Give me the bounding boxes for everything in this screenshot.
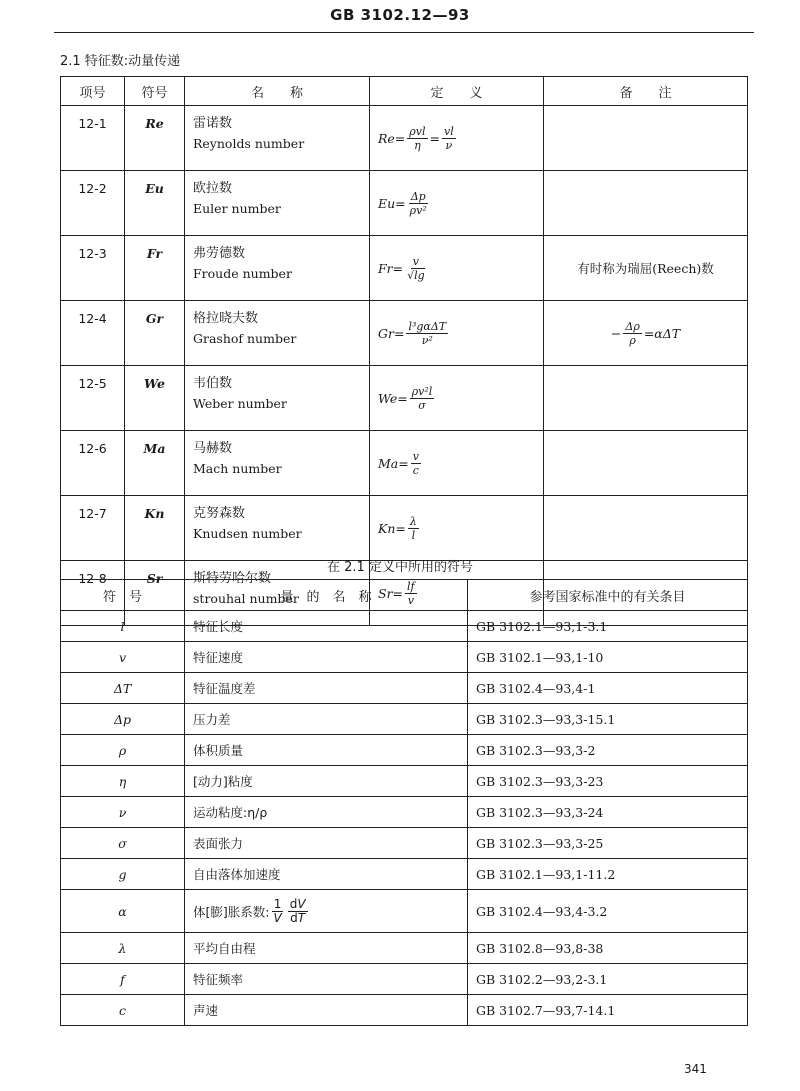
table-row (61, 171, 748, 236)
symbols-table-caption: 在 2.1 定义中所用的符号 (327, 560, 473, 575)
quantity-name-cell: 自由落体加速度 (185, 859, 468, 890)
table-row (61, 828, 748, 859)
table-row (61, 642, 748, 673)
reference-cell: GB 3102.3—93,3-23 (468, 766, 748, 797)
dimensionless-numbers-table (60, 76, 748, 626)
symbol-cell: g (61, 859, 185, 890)
item-number: 12-2 (61, 171, 125, 236)
table-row (61, 797, 748, 828)
item-number: 12-7 (61, 496, 125, 561)
quantity-symbol: We (125, 366, 185, 431)
symbol-cell: σ (61, 828, 185, 859)
table-row (61, 301, 748, 366)
item-number: 12-4 (61, 301, 125, 366)
quantity-name-cell: 体积质量 (185, 735, 468, 766)
header-remarks: 备 注 (544, 77, 748, 106)
remarks: 有时称为瑞屈(Reech)数 (544, 236, 748, 301)
symbol-cell: f (61, 964, 185, 995)
quantity-name-cell: 表面张力 (185, 828, 468, 859)
definition-formula: We= $\frac{\text{ρv²l}}{\sigma}$ (370, 366, 544, 431)
symbols-table (60, 579, 748, 1026)
quantity-name-cell: 特征速度 (185, 642, 468, 673)
quantity-name-cell: 运动粘度:η/ρ (185, 797, 468, 828)
item-number: 12-5 (61, 366, 125, 431)
name-chinese: 韦伯数 (193, 376, 233, 391)
table-row (61, 995, 748, 1026)
symbol-cell: α (61, 890, 185, 933)
section-title: 2.1 特征数:动量传递 (60, 54, 181, 69)
remarks: − $\frac{\Delta\rho}{\rho}$ =αΔT (544, 301, 748, 366)
quantity-name-cell: 压力差 (185, 704, 468, 735)
quantity-name (185, 106, 370, 171)
expansion-coefficient-formula: $\frac{1}{V}$ $\frac{dV}{dT}$ (273, 896, 306, 925)
quantity-symbol: Ma (125, 431, 185, 496)
quantity-symbol: Sr (125, 561, 185, 626)
reference-cell: GB 3102.4—93,4-1 (468, 673, 748, 704)
header-rule (54, 32, 754, 33)
header-quantity-name: 量 的 名 称 (185, 580, 468, 611)
name-chinese: 克努森数 (193, 506, 246, 521)
name-chinese: 雷诺数 (193, 116, 233, 131)
item-number: 12-1 (61, 106, 125, 171)
reference-cell: GB 3102.7—93,7-14.1 (468, 995, 748, 1026)
table-row (61, 496, 748, 561)
reference-cell: GB 3102.3—93,3-25 (468, 828, 748, 859)
name-english: strouhal number (193, 591, 299, 606)
quantity-name (185, 496, 370, 561)
quantity-symbol: Fr (125, 236, 185, 301)
table-row (61, 673, 748, 704)
symbol-cell: ν (61, 797, 185, 828)
symbol-cell: ρ (61, 735, 185, 766)
name-chinese: 欧拉数 (193, 181, 233, 196)
name-english: Mach number (193, 461, 282, 476)
definition-formula: Eu= $\frac{\Delta p}{\text{ρv²}}$ (370, 171, 544, 236)
quantity-name-cell: 平均自由程 (185, 933, 468, 964)
quantity-name-cell: 体[膨]胀系数: $\frac{1}{V}$ $\frac{dV}{dT}$ (185, 890, 468, 933)
quantity-name-cell: 声速 (185, 995, 468, 1026)
name-chinese: 弗劳德数 (193, 246, 246, 261)
definition-formula: Fr= $\frac{v}{√\lg}$ (370, 236, 544, 301)
quantity-name-cell: 特征频率 (185, 964, 468, 995)
table-row (61, 611, 748, 642)
name-chinese: 斯特劳哈尔数 (193, 571, 272, 586)
remarks (544, 366, 748, 431)
header-reference: 参考国家标准中的有关条目 (468, 580, 748, 611)
name-english: Knudsen number (193, 526, 302, 541)
name-english: Reynolds number (193, 136, 305, 151)
reference-cell: GB 3102.1—93,1-10 (468, 642, 748, 673)
reference-cell: GB 3102.1—93,1-11.2 (468, 859, 748, 890)
header-definition: 定 义 (370, 77, 544, 106)
item-number: 12-8 (61, 561, 125, 626)
quantity-name (185, 301, 370, 366)
item-number: 12-3 (61, 236, 125, 301)
reference-cell: GB 3102.2—93,2-3.1 (468, 964, 748, 995)
quantity-symbol: Eu (125, 171, 185, 236)
table-row (61, 933, 748, 964)
header-item-no: 项号 (61, 77, 125, 106)
reference-cell: GB 3102.1—93,1-3.1 (468, 611, 748, 642)
quantity-name (185, 171, 370, 236)
remarks (544, 431, 748, 496)
reference-cell: GB 3102.3—93,3-24 (468, 797, 748, 828)
name-chinese: 格拉晓夫数 (193, 311, 259, 326)
quantity-symbol: Re (125, 106, 185, 171)
table-header-row (61, 580, 748, 611)
reference-cell: GB 3102.8—93,8-38 (468, 933, 748, 964)
table-row (61, 106, 748, 171)
quantity-name (185, 431, 370, 496)
remarks (544, 106, 748, 171)
quantity-name-cell: [动力]粘度 (185, 766, 468, 797)
quantity-symbol: Gr (125, 301, 185, 366)
symbol-cell: η (61, 766, 185, 797)
definition-formula: Ma= $\frac{v}{c}$ (370, 431, 544, 496)
quantity-name-cell: 特征温度差 (185, 673, 468, 704)
name-english: Grashof number (193, 331, 297, 346)
name-chinese: 马赫数 (193, 441, 233, 456)
item-number: 12-6 (61, 431, 125, 496)
symbol-cell: c (61, 995, 185, 1026)
name-english: Froude number (193, 266, 292, 281)
definition-formula: Gr= $\frac{\text{l³gαΔT}}{\text{ν²}}$ (370, 301, 544, 366)
remarks (544, 496, 748, 561)
page-number: 341 (684, 1062, 707, 1076)
symbol-cell: Δp (61, 704, 185, 735)
definition-formula: Sr= $\frac{lf}{v}$ (370, 561, 544, 626)
table-row (61, 704, 748, 735)
symbol-cell: l (61, 611, 185, 642)
reference-cell: GB 3102.4—93,4-3.2 (468, 890, 748, 933)
name-english: Euler number (193, 201, 281, 216)
table-row (61, 766, 748, 797)
table-row (61, 236, 748, 301)
reference-cell: GB 3102.3—93,3-2 (468, 735, 748, 766)
symbol-cell: λ (61, 933, 185, 964)
table-row (61, 431, 748, 496)
quantity-symbol: Kn (125, 496, 185, 561)
quantity-name-cell: 特征长度 (185, 611, 468, 642)
remarks (544, 171, 748, 236)
table-row (61, 735, 748, 766)
header-symbol: 符 号 (61, 580, 185, 611)
table-row (61, 366, 748, 431)
document-header: GB 3102.12—93 (330, 6, 470, 24)
reference-cell: GB 3102.3—93,3-15.1 (468, 704, 748, 735)
name-english: Weber number (193, 396, 287, 411)
header-symbol: 符号 (125, 77, 185, 106)
table-row (61, 890, 748, 933)
table-row (61, 859, 748, 890)
quantity-name (185, 236, 370, 301)
table-header-row (61, 77, 748, 106)
definition-formula: Re= $\frac{\text{ρvl}}{\eta}$ = $\frac{vl}{\nu}$ (370, 106, 544, 171)
header-name: 名 称 (185, 77, 370, 106)
quantity-name (185, 366, 370, 431)
symbol-cell: v (61, 642, 185, 673)
symbol-cell: ΔT (61, 673, 185, 704)
definition-formula: Kn= $\frac{\lambda}{l}$ (370, 496, 544, 561)
table-row (61, 964, 748, 995)
